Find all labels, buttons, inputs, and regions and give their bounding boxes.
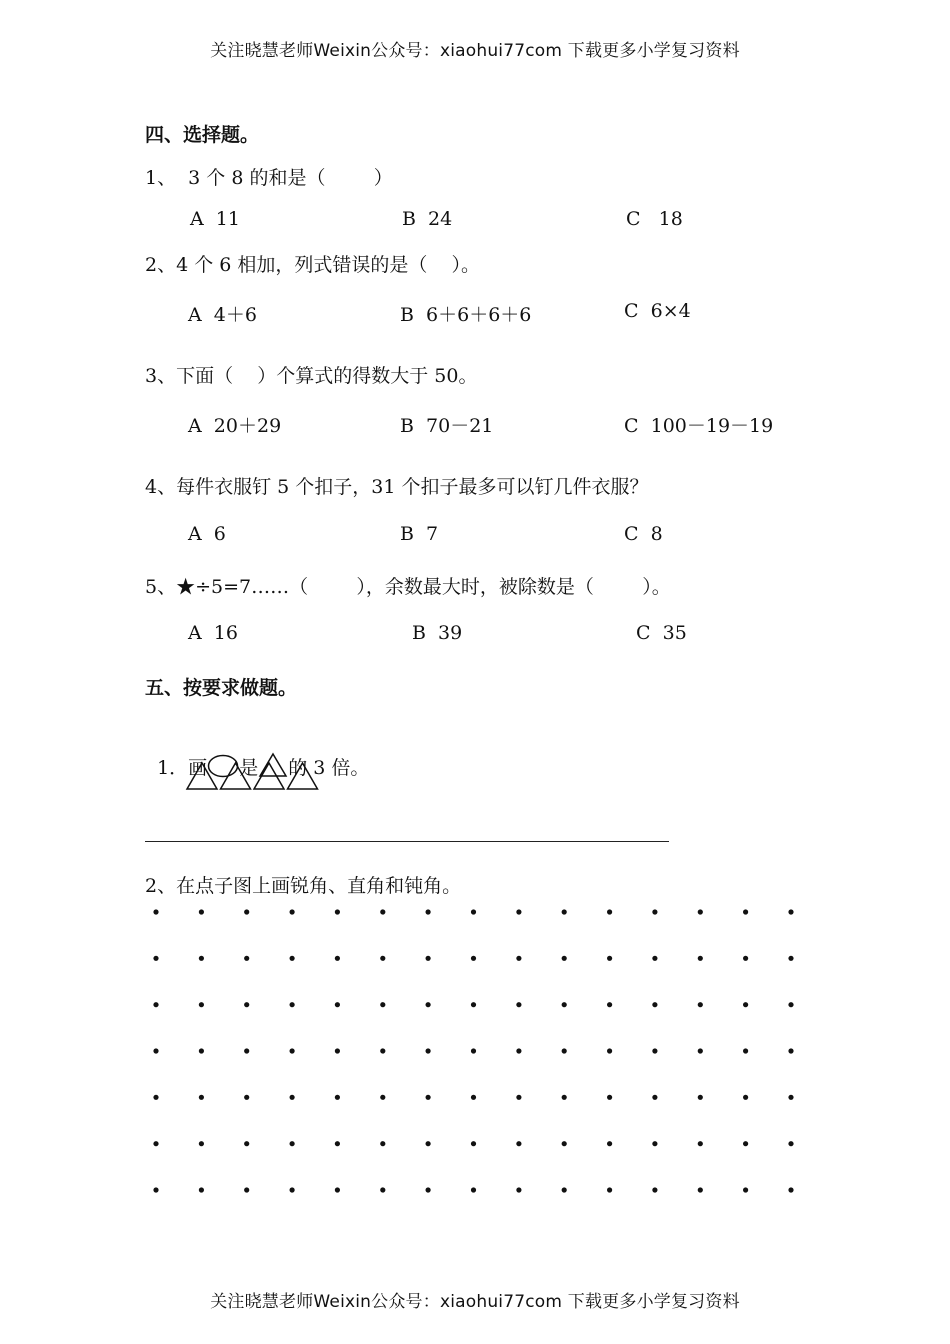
question-3-option-b: B 70－21 <box>400 415 494 437</box>
grid-dot[interactable] <box>516 1048 521 1053</box>
grid-dot[interactable] <box>471 1002 476 1007</box>
question-3-option-a: A 20＋29 <box>188 415 282 437</box>
grid-dot[interactable] <box>788 1002 793 1007</box>
grid-dot[interactable] <box>199 1141 204 1146</box>
grid-dot[interactable] <box>153 1141 158 1146</box>
grid-dot[interactable] <box>698 1002 703 1007</box>
grid-dot[interactable] <box>743 909 748 914</box>
grid-dot[interactable] <box>652 956 657 961</box>
grid-dot[interactable] <box>516 1187 521 1192</box>
grid-dot[interactable] <box>244 1002 249 1007</box>
grid-dot[interactable] <box>562 1048 567 1053</box>
grid-dot[interactable] <box>199 1095 204 1100</box>
grid-dot[interactable] <box>607 909 612 914</box>
grid-dot[interactable] <box>788 1048 793 1053</box>
grid-dot[interactable] <box>788 956 793 961</box>
question-2-option-b: B 6＋6＋6＋6 <box>400 304 532 326</box>
grid-dot[interactable] <box>562 1141 567 1146</box>
grid-dot[interactable] <box>562 956 567 961</box>
question-3: 3、下面（ ）个算式的得数大于 50。 <box>145 365 478 387</box>
grid-dot[interactable] <box>244 956 249 961</box>
grid-dot[interactable] <box>335 1141 340 1146</box>
grid-dot[interactable] <box>698 1095 703 1100</box>
grid-dot[interactable] <box>335 1048 340 1053</box>
grid-dot[interactable] <box>788 909 793 914</box>
grid-dot[interactable] <box>426 909 431 914</box>
grid-dot[interactable] <box>652 1187 657 1192</box>
grid-dot[interactable] <box>743 1187 748 1192</box>
grid-dot[interactable] <box>652 1048 657 1053</box>
grid-dot[interactable] <box>471 1048 476 1053</box>
grid-dot[interactable] <box>698 956 703 961</box>
section-5-title: 五、按要求做题。 <box>145 677 298 699</box>
grid-dot[interactable] <box>743 1002 748 1007</box>
question-4: 4、每件衣服钉 5 个扣子，31 个扣子最多可以钉几件衣服？ <box>145 476 649 498</box>
question-1-option-c: C 18 <box>626 208 683 230</box>
grid-dot[interactable] <box>607 1002 612 1007</box>
grid-dot[interactable] <box>426 1002 431 1007</box>
grid-dot[interactable] <box>244 1187 249 1192</box>
grid-dot[interactable] <box>199 956 204 961</box>
grid-dot[interactable] <box>652 1095 657 1100</box>
grid-dot[interactable] <box>471 1095 476 1100</box>
grid-dot[interactable] <box>743 1095 748 1100</box>
grid-dot[interactable] <box>380 956 385 961</box>
grid-dot[interactable] <box>743 956 748 961</box>
grid-dot[interactable] <box>607 956 612 961</box>
grid-dot[interactable] <box>244 1095 249 1100</box>
question-4-option-c: C 8 <box>624 523 663 545</box>
question-5-option-a: A 16 <box>188 622 238 644</box>
grid-dot[interactable] <box>698 1141 703 1146</box>
grid-dot[interactable] <box>380 1095 385 1100</box>
q1-prefix: 1．画 <box>157 757 208 779</box>
grid-dot[interactable] <box>562 1002 567 1007</box>
grid-dot[interactable] <box>426 1187 431 1192</box>
question-4-option-a: A 6 <box>188 523 226 545</box>
grid-dot[interactable] <box>153 1002 158 1007</box>
grid-dot[interactable] <box>290 1141 295 1146</box>
grid-dot[interactable] <box>380 1048 385 1053</box>
grid-dot[interactable] <box>199 1187 204 1192</box>
grid-dot[interactable] <box>471 1141 476 1146</box>
grid-dot[interactable] <box>788 1187 793 1192</box>
grid-dot[interactable] <box>153 1187 158 1192</box>
grid-dot[interactable] <box>199 1002 204 1007</box>
grid-dot[interactable] <box>335 1095 340 1100</box>
question-5-option-c: C 35 <box>636 622 687 644</box>
q1-suffix: 的 3 倍。 <box>288 757 370 779</box>
grid-dot[interactable] <box>471 909 476 914</box>
grid-dot[interactable] <box>380 1141 385 1146</box>
grid-dot[interactable] <box>380 1002 385 1007</box>
grid-dot[interactable] <box>607 1048 612 1053</box>
grid-dot[interactable] <box>244 1141 249 1146</box>
question-1: 1、 3 个 8 的和是（ ） <box>145 167 393 189</box>
grid-dot[interactable] <box>335 1002 340 1007</box>
grid-dot[interactable] <box>652 1141 657 1146</box>
question-1-option-a: A 11 <box>190 208 240 230</box>
grid-dot[interactable] <box>290 909 295 914</box>
grid-dot[interactable] <box>788 1095 793 1100</box>
grid-dot[interactable] <box>743 1048 748 1053</box>
grid-dot[interactable] <box>426 956 431 961</box>
page-footer: 关注晓慧老师Weixin公众号：xiaohui77com 下载更多小学复习资料 <box>210 1292 740 1312</box>
grid-dot[interactable] <box>471 1187 476 1192</box>
grid-dot[interactable] <box>199 909 204 914</box>
question-5-option-b: B 39 <box>412 622 463 644</box>
grid-dot[interactable] <box>516 1095 521 1100</box>
grid-dot[interactable] <box>607 1187 612 1192</box>
grid-dot[interactable] <box>607 1095 612 1100</box>
grid-dot[interactable] <box>652 909 657 914</box>
grid-dot[interactable] <box>652 1002 657 1007</box>
question-3-option-c: C 100－19－19 <box>624 415 774 437</box>
grid-dot[interactable] <box>244 1048 249 1053</box>
question-4-option-b: B 7 <box>400 523 439 545</box>
q1-middle: 是 <box>239 757 259 779</box>
grid-dot[interactable] <box>516 909 521 914</box>
grid-dot[interactable] <box>199 1048 204 1053</box>
grid-dot[interactable] <box>335 909 340 914</box>
grid-dot[interactable] <box>426 1048 431 1053</box>
page-header: 关注晓慧老师Weixin公众号：xiaohui77com 下载更多小学复习资料 <box>210 41 740 61</box>
section-4-title: 四、选择题。 <box>145 124 260 146</box>
grid-dot[interactable] <box>290 1002 295 1007</box>
grid-dot[interactable] <box>335 1187 340 1192</box>
grid-dot[interactable] <box>562 1187 567 1192</box>
grid-dot[interactable] <box>698 1187 703 1192</box>
grid-dot[interactable] <box>607 1141 612 1146</box>
question-2-option-c: C 6×4 <box>624 300 691 322</box>
question-5: 5、★÷5=7……（ ），余数最大时，被除数是（ ）。 <box>145 576 671 598</box>
grid-dot[interactable] <box>380 1187 385 1192</box>
grid-dot[interactable] <box>290 1187 295 1192</box>
grid-dot[interactable] <box>698 1048 703 1053</box>
question-1-option-b: B 24 <box>402 208 453 230</box>
grid-dot[interactable] <box>516 956 521 961</box>
grid-dot[interactable] <box>244 909 249 914</box>
grid-dot[interactable] <box>562 1095 567 1100</box>
grid-dot[interactable] <box>153 909 158 914</box>
grid-dot[interactable] <box>426 1095 431 1100</box>
grid-dot[interactable] <box>335 956 340 961</box>
grid-dot[interactable] <box>698 909 703 914</box>
grid-dot[interactable] <box>380 909 385 914</box>
grid-dot[interactable] <box>153 1095 158 1100</box>
grid-dot[interactable] <box>788 1141 793 1146</box>
grid-dot[interactable] <box>290 1048 295 1053</box>
grid-dot[interactable] <box>516 1002 521 1007</box>
grid-dot[interactable] <box>290 1095 295 1100</box>
grid-dot[interactable] <box>426 1141 431 1146</box>
grid-dot[interactable] <box>516 1141 521 1146</box>
section-5-question-2: 2、在点子图上画锐角、直角和钝角。 <box>145 875 462 897</box>
grid-dot[interactable] <box>743 1141 748 1146</box>
question-2-option-a: A 4＋6 <box>188 304 257 326</box>
grid-dot[interactable] <box>562 909 567 914</box>
grid-dot[interactable] <box>153 956 158 961</box>
grid-dot[interactable] <box>153 1048 158 1053</box>
grid-dot[interactable] <box>290 956 295 961</box>
grid-dot[interactable] <box>471 956 476 961</box>
question-2: 2、4 个 6 相加，列式错误的是（ ）。 <box>145 254 481 276</box>
